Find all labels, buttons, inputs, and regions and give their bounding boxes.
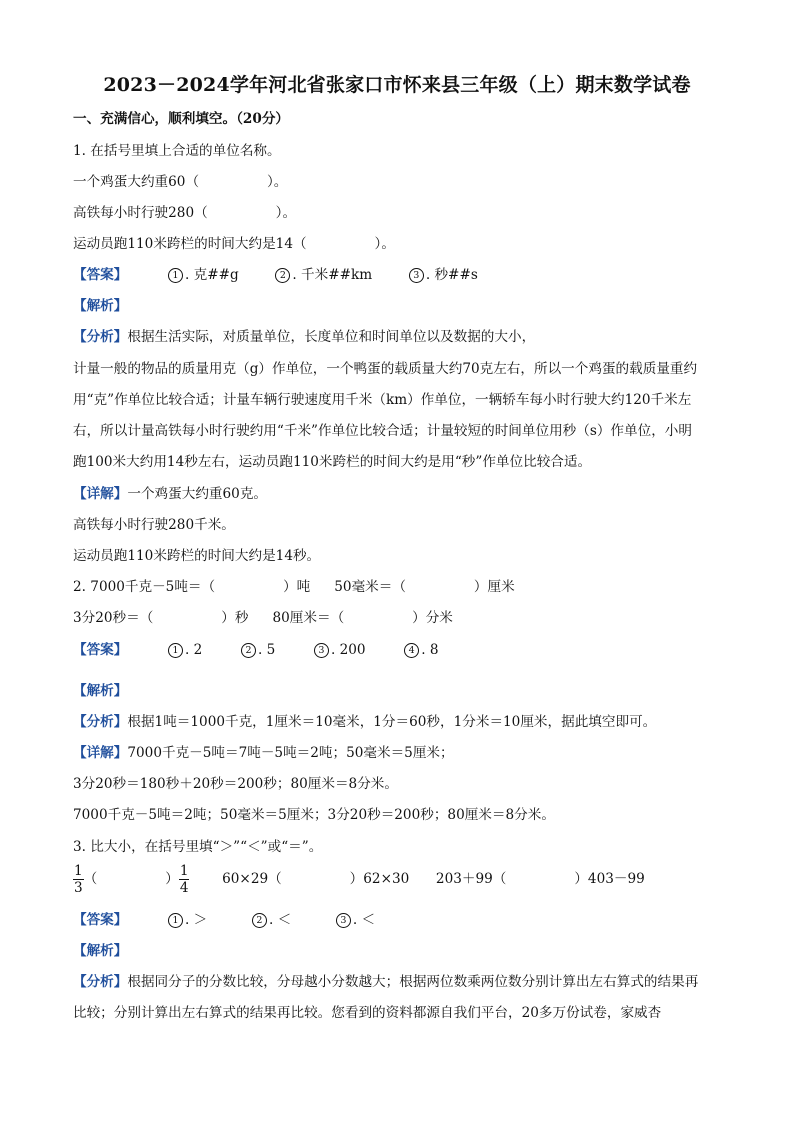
q2-answer-row — [73, 641, 438, 659]
q1-analysis-2: 计量一般的物品的质量用克（g）作单位，一个鸭蛋的载质量大约70克左右，所以一个鸡蛋的载质量重约 — [73, 361, 698, 377]
q2-detail-1: 【详解】7000千克－5吨＝7吨－5吨＝2吨；50毫米＝5厘米； — [73, 745, 454, 761]
q3-analysis-2: 比较；分别计算出左右算式的结果再比较。您看到的资料都源自我们平台，20多万份试卷，家威杏 — [73, 1005, 662, 1021]
q3-answer-1: 1 . ＞ — [168, 911, 207, 929]
q3-expressions: $\frac{1}{3}$ （ ） $\frac{1}{4}$ 60×29（ ）62×30 203＋99（ ）403－99 — [74, 863, 645, 896]
q3-expr-2: 60×29（ ）62×30 — [222, 871, 410, 887]
q1-detail-2: 高铁每小时行驶280千米。 — [73, 517, 235, 533]
q1-detail-3: 运动员跑110米跨栏的时间大约是14秒。 — [73, 548, 321, 564]
q1-analysis-5: 跑100米大约用14秒左右，运动员跑110米跨栏的时间大约是用“秒”作单位比较合适。 — [73, 454, 592, 470]
analysis-label: 【解析】 — [73, 683, 128, 699]
q2-answer-1: 1 . 2 — [168, 641, 202, 659]
q1-analysis-3: 用“克”作单位比较合适；计量车辆行驶速度用千米（km）作单位，一辆轿车每小时行驶大约120千米左 — [73, 392, 692, 408]
q1-line-2: 高铁每小时行驶280（ ）。 — [73, 205, 297, 221]
q1-answer-1: 1 . 克##g — [168, 266, 239, 284]
page-title: 2023－2024学年河北省张家口市怀来县三年级（上）期末数学试卷 — [103, 74, 691, 96]
section-heading: 一、充满信心，顺利填空。（20分） — [73, 111, 290, 127]
q2-analysis: 【分析】根据1吨＝1000千克，1厘米＝10毫米，1分＝60秒，1分米＝10厘米，据此填空即可。 — [73, 714, 657, 730]
q2-line-1: 2. 7000千克－5吨＝（ ）吨 50毫米＝（ ）厘米 — [73, 579, 515, 595]
answer-label: 【答案】 — [73, 642, 128, 658]
q3-answer-3: 3 . ＜ — [336, 911, 375, 929]
q2-answer-4: 4 . 8 — [404, 641, 438, 659]
answer-label: 【答案】 — [73, 267, 128, 283]
q2-detail-2: 3分20秒＝180秒＋20秒＝200秒；80厘米＝8分米。 — [73, 776, 398, 792]
q3-prompt: 3. 比大小，在括号里填“＞”“＜”或“＝”。 — [73, 839, 323, 855]
q3-answer-2: 2 . ＜ — [252, 911, 291, 929]
q1-detail-1: 【详解】一个鸡蛋大约重60克。 — [73, 486, 268, 502]
q1-answer-2: 2 . 千米##km — [275, 266, 372, 284]
answer-label: 【答案】 — [73, 912, 128, 928]
analysis-label: 【解析】 — [73, 298, 128, 314]
fraction-left: $\frac{1}{3}$ — [74, 863, 83, 896]
q1-answer-row — [73, 266, 478, 284]
fraction-right: $\frac{1}{4}$ — [179, 863, 189, 896]
q2-answer-3: 3 . 200 — [314, 641, 366, 659]
q3-answer-row — [73, 911, 375, 929]
q1-analysis-1: 【分析】根据生活实际，对质量单位，长度单位和时间单位以及数据的大小， — [73, 329, 536, 345]
q1-answer-3: 3 . 秒##s — [409, 266, 478, 284]
q1-line-3: 运动员跑110米跨栏的时间大约是14（ ）。 — [73, 236, 395, 252]
q2-detail-3: 7000千克－5吨＝2吨；50毫米＝5厘米；3分20秒＝200秒；80厘米＝8分米。 — [73, 807, 555, 823]
q2-answer-2: 2 . 5 — [241, 641, 275, 659]
q2-line-2: 3分20秒＝（ ）秒 80厘米＝（ ）分米 — [73, 610, 453, 626]
q1-prompt: 1. 在括号里填上合适的单位名称。 — [73, 143, 281, 159]
q1-analysis-4: 右，所以计量高铁每小时行驶约用“千米”作单位比较合适；计量较短的时间单位用秒（s）作单位，小明 — [73, 423, 692, 439]
q1-line-1: 一个鸡蛋大约重60（ ）。 — [73, 174, 288, 190]
analysis-label: 【解析】 — [73, 943, 128, 959]
q3-expr-3: 203＋99（ ）403－99 — [435, 871, 645, 887]
q3-analysis-1: 【分析】根据同分子的分数比较，分母越小分数越大；根据两位数乘两位数分别计算出左右算式的结果再 — [73, 974, 699, 990]
